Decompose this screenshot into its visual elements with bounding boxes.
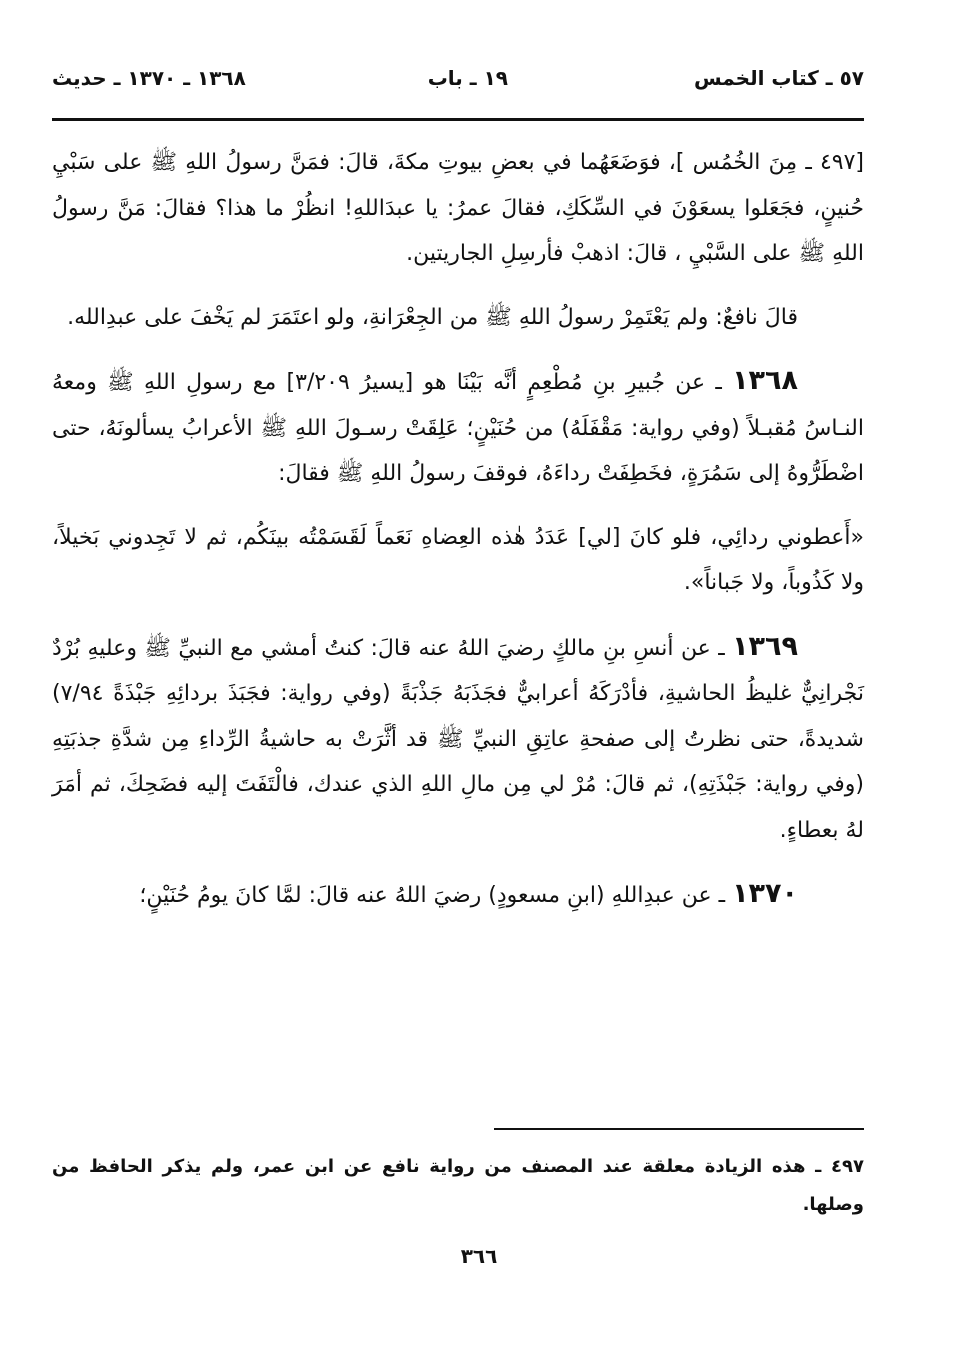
paragraph-nafi (52, 295, 864, 341)
header-book-title: ٥٧ ـ كتاب الخمس (693, 66, 864, 90)
page-number: ٣٦٦ (460, 1244, 498, 1268)
running-header (52, 66, 864, 106)
header-divider (52, 118, 864, 121)
footnote (52, 1148, 864, 1224)
hadith-number: ١٣٦٩ (732, 630, 798, 662)
header-chapter: ١٩ ـ باب (427, 66, 508, 90)
header-hadith-range: ١٣٦٨ ـ ١٣٧٠ ـ حديث (52, 66, 246, 90)
paragraph-text: قالَ نافعٌ: ولم يَعْتَمِرْ رسولُ اللهِ ﷺ من الجِعْرَانةِ، ولو اعتَمَرَ لم يَخْفَ على عبدِالله. (67, 304, 798, 330)
hadith-1369 (52, 624, 864, 854)
hadith-1370 (52, 871, 864, 919)
hadith-1368 (52, 358, 864, 497)
hadith-number: ١٣٧٠ (732, 878, 798, 909)
paragraph-text: «أَعطوني ردائِي، فلو كانَ [لي] عَدَدُ هٰذه العِضاهِ نَعَماً لَقَسَمْتُه بينَكُم، ثم لا تَجِدوني بَخيلاً، ولا كَذُوباً، ولا جَباناً». (52, 524, 864, 595)
main-text (52, 140, 864, 937)
footnote-divider (494, 1128, 864, 1130)
hadith-number: ١٣٦٨ (732, 365, 798, 396)
paragraph-text: [٤٩٧ ـ مِنَ الخُمُس ]، فوَضَعَهُما في بعضِ بيوتِ مكةَ، قالَ: فمَنَّ رسولُ اللهِ ﷺ على سَبْيِ حُنينٍ، فجَعَلوا يسعَوْنَ في السِّكَكِ، فقالَ عمرُ: يا عبدَاللهِ! انظُرْ ما هذا؟ فقالَ: مَنَّ رسولُ اللهِ ﷺ على السَّبْيِ ، قالَ: اذهبْ فأرسِلِ الجاريتين. (52, 150, 864, 266)
paragraph-text: ـ عن عبدِاللهِ (ابنِ مسعودٍ) رضيَ اللهُ عنه قالَ: لمَّا كانَ يومُ حُنَيْنٍ؛ (139, 883, 733, 908)
paragraph-continuation (52, 140, 864, 277)
paragraph-text: ـ عن أنسِ بنِ مالكٍ رضيَ اللهُ عنه قالَ: كنتُ أمشي مع النبيِّ ﷺ وعليهِ بُرْدٌ نَجْرانِيٌّ غليظُ الحاشيةِ، فأدْرَكَهُ أعرابيٌّ فجَذَبَهُ جَذْبَةً (وفي رواية: فجَبَذَ بردائِهِ جَبْذَةً ٧/٩٤) شديدةً، حتى نظرتُ إلى صفحةِ عاتِقِ النبيِّ ﷺ قد أثَّرَتْ به حاشيةُ الرِّداءِ مِن شدَّةِ جذبَتِهِ (وفي رواية: جَبْذَتِهِ)، ثم قالَ: مُرْ لي مِن مالِ اللهِ الذي عندك، فالْتَفَتَ إليه فضَحِكَ، ثم أمَرَ لهُ بعطاءٍ. (52, 635, 864, 843)
paragraph-text: ـ عن جُبيرِ بنِ مُطْعِمٍ أنَّه بَيْنَا هو [يسيرُ ٣/٢٠٩] مع رسولِ اللهِ ﷺ ومعهُ النـاسُ مُقبـلاً (وفي رواية: مَقْفَلَهُ) من حُنَيْنٍ؛ عَلِقَتْ رسـولَ اللهِ ﷺ الأعرابُ يسألونَهُ، حتى اضْطَرُّوهُ إلى سَمُرَةٍ، فخَطِفَتْ رداءَهُ، فوقفَ رسولُ اللهِ ﷺ فقالَ: (52, 370, 864, 486)
footnote-text: ٤٩٧ ـ هذه الزيادة معلقة عند المصنف من رواية نافع عن ابن عمر، ولم يذكر الحافظ من وصلها. (52, 1156, 864, 1215)
paragraph-quote (52, 515, 864, 606)
